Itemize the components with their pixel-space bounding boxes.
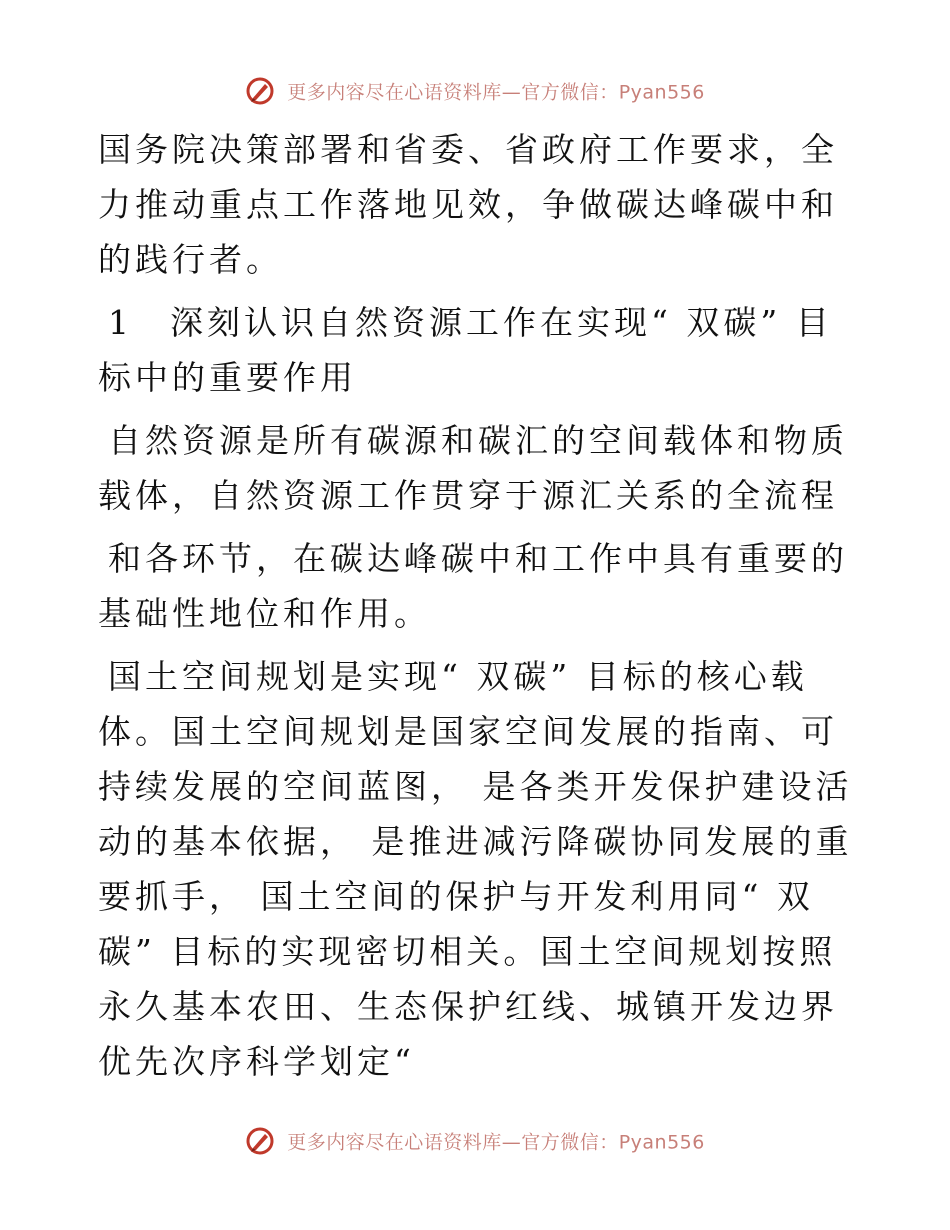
header-watermark-text: 更多内容尽在心语资料库—官方微信：Pyan556: [287, 81, 705, 104]
paragraph-2: 自然资源是所有碳源和碳汇的空间载体和物质载体，自然资源工作贯穿于源汇关系的全流程: [98, 421, 848, 515]
paragraph-4: 国土空间规划是实现“ 双碳” 目标的核心载体。国土空间规划是国家空间发展的指南、可持续发展的空间蓝图， 是各类开发保护建设活动的基本依据， 是推进减污降碳协同发展的重要抓手， 国土空间的保护与开发利用同“ 双碳” 目标的实现密切相关。国土空间规划按照永久基本农田、生态保护红线、城镇开发边界优先次序科学划定“: [98, 657, 853, 1081]
footer-watermark-text: 更多内容尽在心语资料库—官方微信：Pyan556: [287, 1131, 705, 1154]
document-body: [98, 122, 858, 1097]
header-watermark: [0, 76, 950, 106]
pen-logo-icon: [245, 1126, 275, 1156]
footer-watermark: [0, 1126, 950, 1156]
paragraph-3: 和各环节，在碳达峰碳中和工作中具有重要的基础性地位和作用。: [98, 539, 848, 633]
paragraph-1: 国务院决策部署和省委、省政府工作要求，全力推动重点工作落地见效，争做碳达峰碳中和的践行者。: [98, 130, 838, 279]
pen-logo-icon: [245, 76, 275, 106]
section-heading-1: 1 深刻认识自然资源工作在实现“ 双碳” 目标中的重要作用: [98, 303, 833, 397]
